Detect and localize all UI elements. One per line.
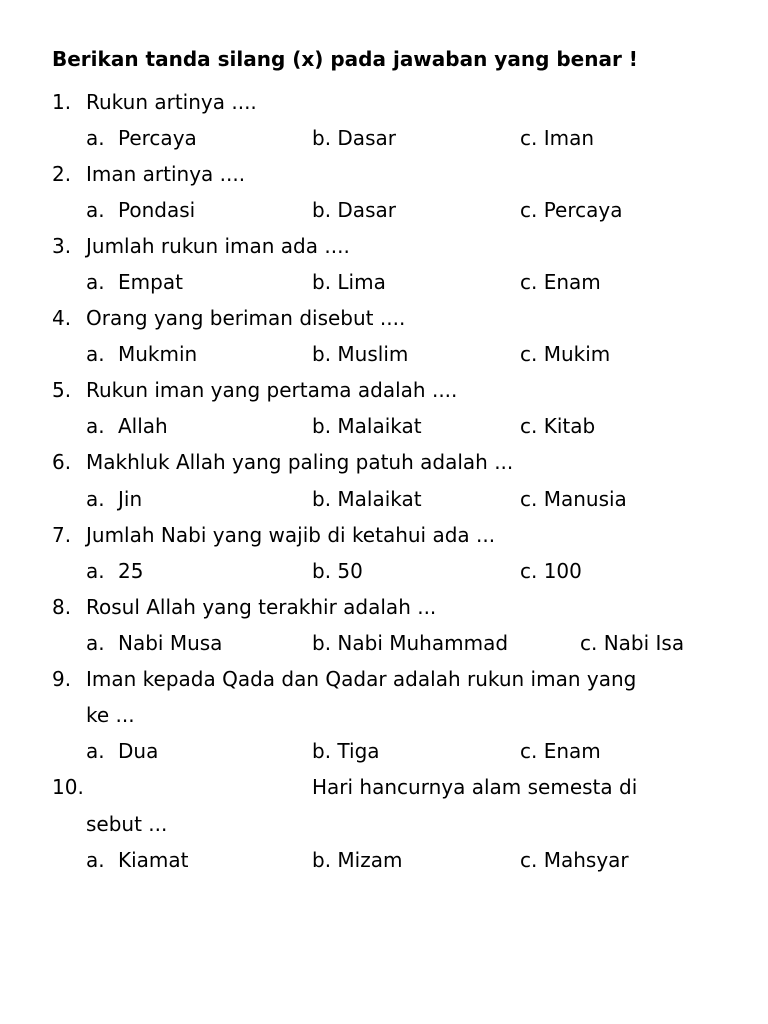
option-a-letter: a. (86, 414, 105, 438)
question-number: 6. (52, 450, 72, 474)
question-number: 8. (52, 595, 72, 619)
option-a-letter: a. (86, 631, 105, 655)
options-6 (0, 485, 768, 513)
option-b[interactable]: b. Mizam (312, 848, 403, 872)
question-number: 9. (52, 667, 72, 691)
option-a-letter: a. (86, 342, 105, 366)
option-a[interactable]: Dua (118, 739, 159, 763)
question-text: Jumlah rukun iman ada .... (86, 234, 350, 258)
question-4 (0, 304, 768, 332)
option-a-letter: a. (86, 198, 105, 222)
option-c[interactable]: c. Mukim (520, 342, 611, 366)
option-a[interactable]: Percaya (118, 126, 197, 150)
option-b[interactable]: b. Dasar (312, 198, 396, 222)
option-c[interactable]: c. Manusia (520, 487, 627, 511)
question-number: 1. (52, 90, 72, 114)
options-4 (0, 340, 768, 368)
question-text: Rukun iman yang pertama adalah .... (86, 378, 458, 402)
question-number: 4. (52, 306, 72, 330)
options-8 (0, 629, 768, 657)
option-a[interactable]: Allah (118, 414, 168, 438)
question-number: 10. (52, 775, 84, 799)
option-c[interactable]: c. Iman (520, 126, 595, 150)
option-a-letter: a. (86, 126, 105, 150)
options-10 (0, 846, 768, 874)
question-text: Makhluk Allah yang paling patuh adalah ... (86, 450, 514, 474)
question-6 (0, 448, 768, 476)
option-c[interactable]: c. Kitab (520, 414, 596, 438)
question-9-continued (0, 701, 768, 729)
option-c[interactable]: c. Nabi Isa (580, 631, 685, 655)
question-number: 5. (52, 378, 72, 402)
question-3 (0, 232, 768, 260)
option-a[interactable]: Pondasi (118, 198, 196, 222)
option-c[interactable]: c. Percaya (520, 198, 623, 222)
question-text: Jumlah Nabi yang wajib di ketahui ada ... (86, 523, 496, 547)
option-b[interactable]: b. 50 (312, 559, 363, 583)
option-a[interactable]: Mukmin (118, 342, 198, 366)
option-b[interactable]: b. Malaikat (312, 487, 422, 511)
options-3 (0, 268, 768, 296)
question-10-continued (0, 810, 768, 838)
question-8 (0, 593, 768, 621)
option-a-letter: a. (86, 559, 105, 583)
question-text: Iman kepada Qada dan Qadar adalah rukun iman yang (86, 667, 637, 691)
options-7 (0, 557, 768, 585)
options-1 (0, 124, 768, 152)
option-b[interactable]: b. Lima (312, 270, 386, 294)
question-2 (0, 160, 768, 188)
options-5 (0, 412, 768, 440)
option-a[interactable]: Empat (118, 270, 183, 294)
options-2 (0, 196, 768, 224)
option-a[interactable]: Kiamat (118, 848, 189, 872)
question-text-continued: ke ... (86, 703, 135, 727)
option-c[interactable]: c. Enam (520, 270, 601, 294)
question-5 (0, 376, 768, 404)
options-9 (0, 737, 768, 765)
option-b[interactable]: b. Malaikat (312, 414, 422, 438)
option-b[interactable]: b. Tiga (312, 739, 380, 763)
question-text: Orang yang beriman disebut .... (86, 306, 406, 330)
option-b[interactable]: b. Dasar (312, 126, 396, 150)
question-text: Rosul Allah yang terakhir adalah ... (86, 595, 437, 619)
option-a-letter: a. (86, 270, 105, 294)
question-text: Iman artinya .... (86, 162, 246, 186)
question-text: Hari hancurnya alam semesta di (312, 775, 638, 799)
question-number: 2. (52, 162, 72, 186)
option-a[interactable]: Nabi Musa (118, 631, 223, 655)
question-number: 7. (52, 523, 72, 547)
option-a-letter: a. (86, 739, 105, 763)
option-a[interactable]: Jin (118, 487, 143, 511)
option-b[interactable]: b. Muslim (312, 342, 409, 366)
option-a-letter: a. (86, 848, 105, 872)
option-a-letter: a. (86, 487, 105, 511)
question-text: Rukun artinya .... (86, 90, 257, 114)
question-text-continued: sebut ... (86, 812, 168, 836)
question-1 (0, 88, 768, 116)
instruction-title: Berikan tanda silang (x) pada jawaban yang benar ! (52, 47, 638, 71)
question-7 (0, 521, 768, 549)
option-c[interactable]: c. Enam (520, 739, 601, 763)
option-c[interactable]: c. 100 (520, 559, 582, 583)
option-a[interactable]: 25 (118, 559, 144, 583)
option-c[interactable]: c. Mahsyar (520, 848, 629, 872)
question-9 (0, 665, 768, 693)
question-10 (0, 773, 768, 801)
question-number: 3. (52, 234, 72, 258)
option-b[interactable]: b. Nabi Muhammad (312, 631, 509, 655)
